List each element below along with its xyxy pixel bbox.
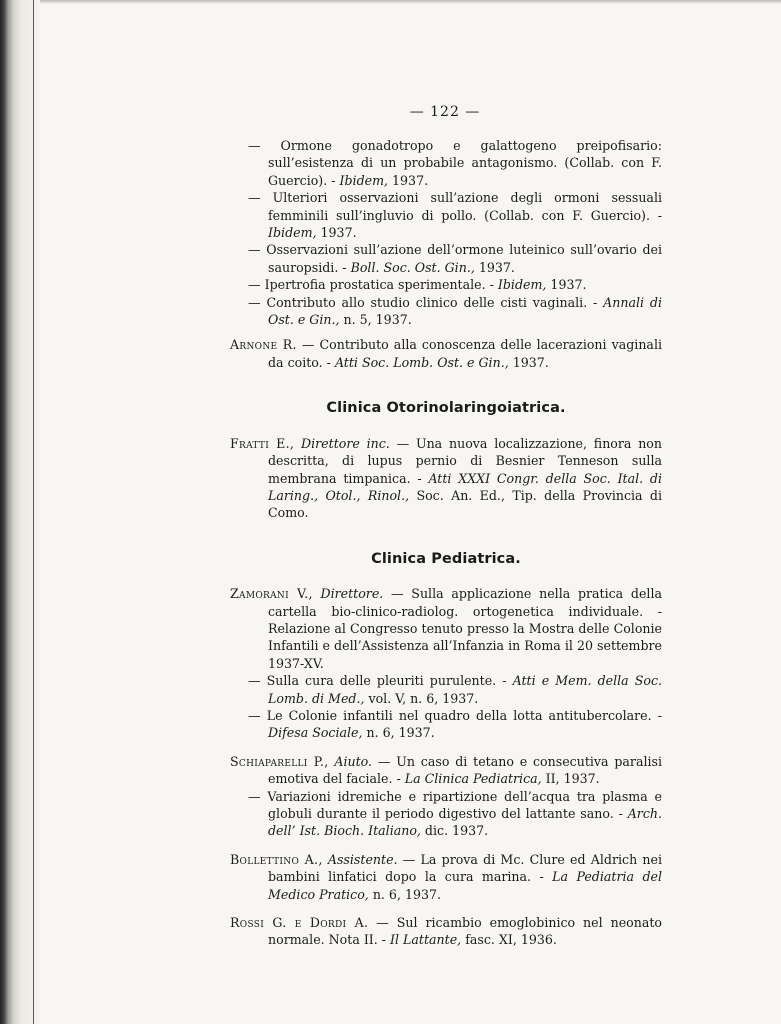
bib-entry-arnone: Arnone R. — Contributo alla conoscenza delle lacerazioni vaginali da coito. - Atti Soc. Lomb. Ost. e Gin., 1937. <box>230 337 662 370</box>
bib-entry-zamorani: Zamorani V., Direttore. — Sulla applicazione nella pratica della cartella bio-clinico-radiolog. ortogenetica individuale. - Relazione al Congresso tenuto presso la Mostra delle Colonie Infantili e dell’Assistenza all’Infanzia in Roma il 20 settembre 1937-XV. <box>230 586 662 671</box>
bib-entry-pleuriti-purulente: — Sulla cura delle pleuriti purulente. - Atti e Mem. della Soc. Lomb. di Med., vol. V, n. 6, 1937. <box>248 673 662 706</box>
bibliography-body <box>230 137 662 949</box>
bib-entry-colonie-infantili: — Le Colonie infantili nel quadro della lotta antitubercolare. - Difesa Sociale, n. 6, 1937. <box>248 707 662 741</box>
author-name: Zamorani V., <box>230 586 313 602</box>
section-heading-pediatrica: Clinica Pediatrica. <box>371 550 521 567</box>
bib-entry-variazioni-idremiche: — Variazioni idremiche e ripartizione dell’acqua tra plasma e globuli durante il periodo digestivo del lattante sano. - Arch. dell’ Ist. Bioch. Italiano, dic. 1937. <box>248 788 662 839</box>
author-name: Rossi G. e Dordi A. <box>230 915 369 931</box>
bib-entry-ormone-luteinico: — Osservazioni sull’azione dell’ormone luteinico sull’ovario dei sauropsidi. - Boll. Soc. Ost. Gin., 1937. <box>248 242 662 275</box>
author-name: Schiaparelli P., <box>230 753 329 769</box>
bib-entry-ormone-gonadotropo: — Ormone gonadotropo e galattogeno preipofisario: sull’esistenza di un probabile antagonismo. (Collab. con F. Guercio). - Ibidem, 1937. <box>248 138 662 188</box>
bib-entry-bollettino: Bollettino A., Assistente. — La prova di Mc. Clure ed Aldrich nei bambini linfatici dopo la cura marina. - La Pediatria del Medico Pratico, n. 6, 1937. <box>230 851 662 902</box>
bib-entry-rossi-dordi: Rossi G. e Dordi A. — Sul ricambio emoglobinico nel neonato normale. Nota II. - Il Lattante, fasc. XI, 1936. <box>230 915 662 948</box>
section-heading-otorinolaringoiatrica: Clinica Otorinolaringoiatrica. <box>326 400 566 417</box>
page-binding-edge <box>0 0 40 1024</box>
author-name: Fratti E., <box>230 435 295 451</box>
bib-entry-ulteriori-osservazioni: — Ulteriori osservazioni sull’azione degli ormoni sessuali femminili sull’ingluvio di pollo. (Collab. con F. Guercio). - Ibidem, 1937. <box>248 190 662 241</box>
bib-entry-fratti: Fratti E., Direttore inc. — Una nuova localizzazione, finora non descritta, di lupus pernio di Besnier Tenneson sulla membrana timpanica. - Atti XXXI Congr. della Soc. Ital. di Laring., Otol., Rinol., Soc. An. Ed., Tip. della Provincia di Como. <box>230 435 663 521</box>
binding-line <box>33 0 34 1024</box>
bib-entry-cisti-vaginali: — Contributo allo studio clinico delle cisti vaginali. - Annali di Ost. e Gin., n. 5, 1937. <box>248 294 662 328</box>
bib-entry-ipertrofia-prostatica: — Ipertrofia prostatica sperimentale. - Ibidem, 1937. <box>248 277 587 293</box>
page-top-edge <box>40 0 781 4</box>
page-number: — 122 — <box>409 104 481 120</box>
author-name: Arnone R. <box>230 337 297 353</box>
author-name: Bollettino A., <box>230 851 323 867</box>
bib-entry-schiaparelli: Schiaparelli P., Aiuto. — Un caso di tetano e consecutiva paralisi emotiva del faciale. - La Clinica Pediatrica, II, 1937. <box>230 753 662 787</box>
